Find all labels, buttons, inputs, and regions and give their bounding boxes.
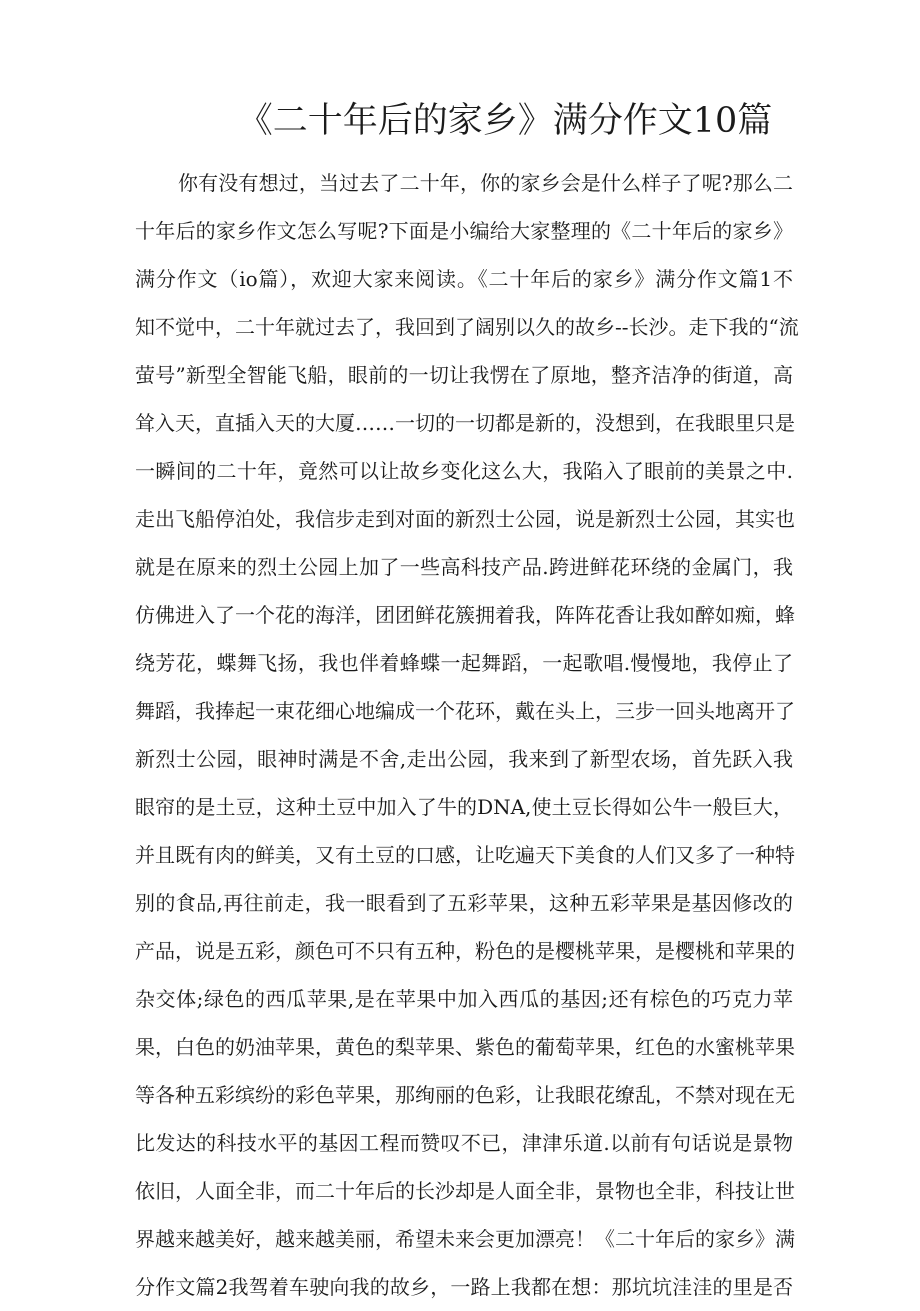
paragraph-line: 杂交体;绿色的西瓜苹果,是在苹果中加入西瓜的基因;还有棕色的巧克力苹 bbox=[135, 987, 793, 1011]
paragraph-line: 十年后的家乡作文怎么写呢?下面是小编给大家整理的《二十年后的家乡》 bbox=[135, 219, 793, 243]
paragraph-line: 绕芳花，蝶舞飞扬，我也伴着蜂蝶一起舞蹈，一起歌唱.慢慢地，我停止了 bbox=[135, 651, 793, 675]
paragraph-line: 萤号”新型全智能飞船，眼前的一切让我愣在了原地，整齐洁净的街道，高 bbox=[135, 363, 793, 387]
paragraph-line: 就是在原来的烈土公园上加了一些高科技产品.跨进鲜花环绕的金属门，我 bbox=[135, 555, 793, 579]
paragraph-line: 仿佛进入了一个花的海洋，团团鲜花簇拥着我，阵阵花香让我如醉如痴，蜂 bbox=[135, 603, 795, 627]
paragraph-line: 你有没有想过，当过去了二十年，你的家乡会是什么样子了呢?那么二 bbox=[178, 171, 793, 195]
paragraph-line: 舞蹈，我捧起一束花细心地编成一个花环，戴在头上，三步一回头地离开了 bbox=[135, 699, 795, 723]
paragraph-line: 界越来越美好，越来越美丽，希望未来会更加漂亮！《二十年后的家乡》满 bbox=[135, 1227, 795, 1251]
paragraph-line: 依旧，人面全非，而二十年后的长沙却是人面全非，景物也全非，科技让世 bbox=[135, 1179, 795, 1203]
paragraph-line: 耸入天，直插入天的大厦……一切的一切都是新的，没想到，在我眼里只是 bbox=[135, 411, 795, 435]
paragraph-line: 等各种五彩缤纷的彩色苹果，那绚丽的色彩，让我眼花缭乱，不禁对现在无 bbox=[135, 1083, 795, 1107]
paragraph-line: 并且既有肉的鲜美，又有土豆的口感，让吃遍天下美食的人们又多了一种特 bbox=[135, 843, 795, 867]
paragraph-line: 产品，说是五彩，颜色可不只有五种，粉色的是樱桃苹果，是樱桃和苹果的 bbox=[135, 939, 795, 963]
paragraph-line: 走出飞船停泊处，我信步走到对面的新烈士公园，说是新烈士公园，其实也 bbox=[135, 507, 795, 531]
document-title: 《二十年后的家乡》满分作文10篇 bbox=[237, 101, 773, 141]
paragraph-line: 满分作文（io篇），欢迎大家来阅读。《二十年后的家乡》满分作文篇1不 bbox=[135, 267, 793, 291]
paragraph-line: 比发达的科技水平的基因工程而赞叹不已，津津乐道.以前有句话说是景物 bbox=[135, 1131, 793, 1155]
paragraph-line: 一瞬间的二十年，竟然可以让故乡变化这么大，我陷入了眼前的美景之中. bbox=[135, 459, 793, 483]
paragraph-line: 新烈士公园，眼神时满是不舍,走出公园，我来到了新型农场，首先跃入我 bbox=[135, 747, 793, 771]
paragraph-line: 知不觉中，二十年就过去了，我回到了阔别以久的故乡--长沙。走下我的“流 bbox=[135, 315, 799, 339]
paragraph-line: 别的食品,再往前走，我一眼看到了五彩苹果，这种五彩苹果是基因修改的 bbox=[135, 891, 793, 915]
document-body bbox=[135, 159, 799, 1311]
paragraph-line: 分作文篇2我驾着车驶向我的故乡，一路上我都在想：那坑坑洼洼的里是否 bbox=[135, 1275, 793, 1299]
paragraph-line: 果，白色的奶油苹果，黄色的梨苹果、紫色的葡萄苹果，红色的水蜜桃苹果 bbox=[135, 1035, 795, 1059]
paragraph-line: 眼帘的是土豆，这种土豆中加入了牛的DNA,使土豆长得如公牛一般巨大， bbox=[135, 795, 793, 819]
